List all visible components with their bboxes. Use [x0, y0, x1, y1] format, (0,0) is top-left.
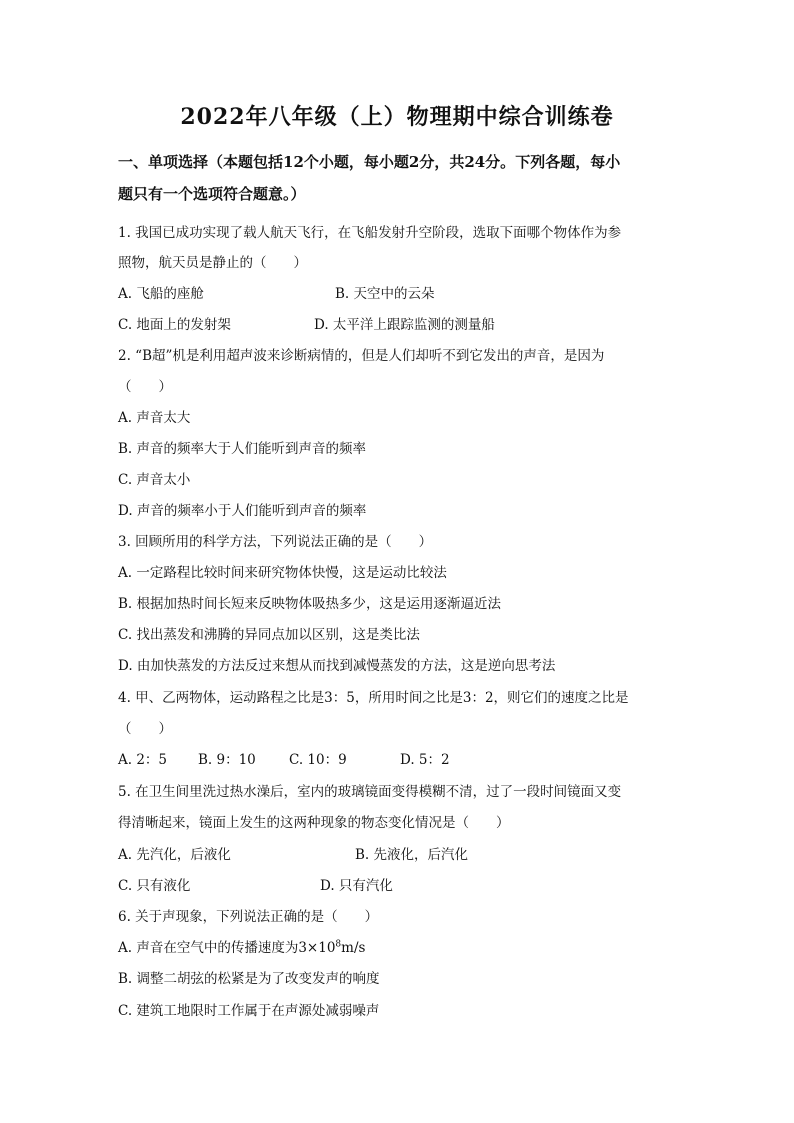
question-5-option-d: D. 只有汽化: [320, 878, 393, 894]
question-2-stem-line-1: 2. “B超”机是利用超声波来诊断病情的，但是人们却听不到它发出的声音，是因为: [118, 348, 605, 364]
question-2-option-d: D. 声音的频率小于人们能听到声音的频率: [118, 503, 367, 519]
page-title: 2022年八年级（上）物理期中综合训练卷: [180, 104, 614, 130]
question-3-stem: 3. 回顾所用的科学方法，下列说法正确的是（ ）: [118, 534, 433, 550]
question-3-option-c: C. 找出蒸发和沸腾的异同点加以区别，这是类比法: [118, 627, 420, 643]
section-heading-line-2: 题只有一个选项符合题意。）: [118, 185, 306, 203]
question-6-option-b: B. 调整二胡弦的松紧是为了改变发声的响度: [118, 971, 380, 987]
question-1-option-b: B. 天空中的云朵: [335, 286, 435, 302]
question-4-option-b: B. 9：10: [198, 752, 256, 768]
question-4-option-c: C. 10：9: [289, 752, 347, 768]
question-4-stem-line-1: 4. 甲、乙两物体，运动路程之比是3：5，所用时间之比是3：2，则它们的速度之比是: [118, 690, 629, 706]
question-2-option-b: B. 声音的频率大于人们能听到声音的频率: [118, 441, 367, 457]
question-3-option-a: A. 一定路程比较时间来研究物体快慢，这是运动比较法: [118, 565, 447, 581]
question-1-stem-line-1: 1. 我国已成功实现了载人航天飞行，在飞船发射升空阶段，选取下面哪个物体作为参: [118, 225, 622, 241]
question-4-option-a: A. 2：5: [118, 752, 168, 768]
question-1-stem-line-2: 照物，航天员是静止的（ ）: [118, 255, 307, 271]
question-5-option-b: B. 先液化，后汽化: [355, 847, 469, 863]
question-6-option-a: [118, 938, 365, 958]
question-3-option-b: B. 根据加热时间长短来反映物体吸热多少，这是运用逐渐逼近法: [118, 596, 502, 612]
question-5-option-a: A. 先汽化，后液化: [118, 847, 231, 863]
question-5-stem-line-1: 5. 在卫生间里洗过热水澡后，室内的玻璃镜面变得模糊不清，过了一段时间镜面又变: [118, 784, 622, 800]
question-2-option-a: A. 声音太大: [118, 410, 191, 426]
section-heading-line-1: 一、单项选择（本题包括12个小题，每小题2分，共24分。下列各题，每小: [118, 153, 621, 171]
question-6-option-c: C. 建筑工地限时工作属于在声源处减弱噪声: [118, 1003, 380, 1019]
question-1-option-a: A. 飞船的座舱: [118, 286, 204, 302]
question-6-option-a-unit: m/s: [341, 940, 366, 956]
question-6-option-a-text: A. 声音在空气中的传播速度为3×10: [118, 940, 336, 956]
question-1-option-c: C. 地面上的发射架: [118, 317, 231, 333]
question-1-option-d: D. 太平洋上跟踪监测的测量船: [314, 317, 495, 333]
question-4-stem-line-2: （ ）: [118, 721, 172, 737]
question-6-stem: 6. 关于声现象，下列说法正确的是（ ）: [118, 909, 379, 925]
question-6-option-a-exponent: 8: [335, 939, 342, 950]
question-5-option-c: C. 只有液化: [118, 878, 191, 894]
question-3-option-d: D. 由加快蒸发的方法反过来想从而找到减慢蒸发的方法，这是逆向思考法: [118, 658, 556, 674]
question-4-option-d: D. 5：2: [400, 752, 450, 768]
question-2-stem-line-2: （ ）: [118, 379, 172, 395]
question-5-stem-line-2: 得清晰起来，镜面上发生的这两种现象的物态变化情况是（ ）: [118, 815, 510, 831]
question-2-option-c: C. 声音太小: [118, 472, 191, 488]
